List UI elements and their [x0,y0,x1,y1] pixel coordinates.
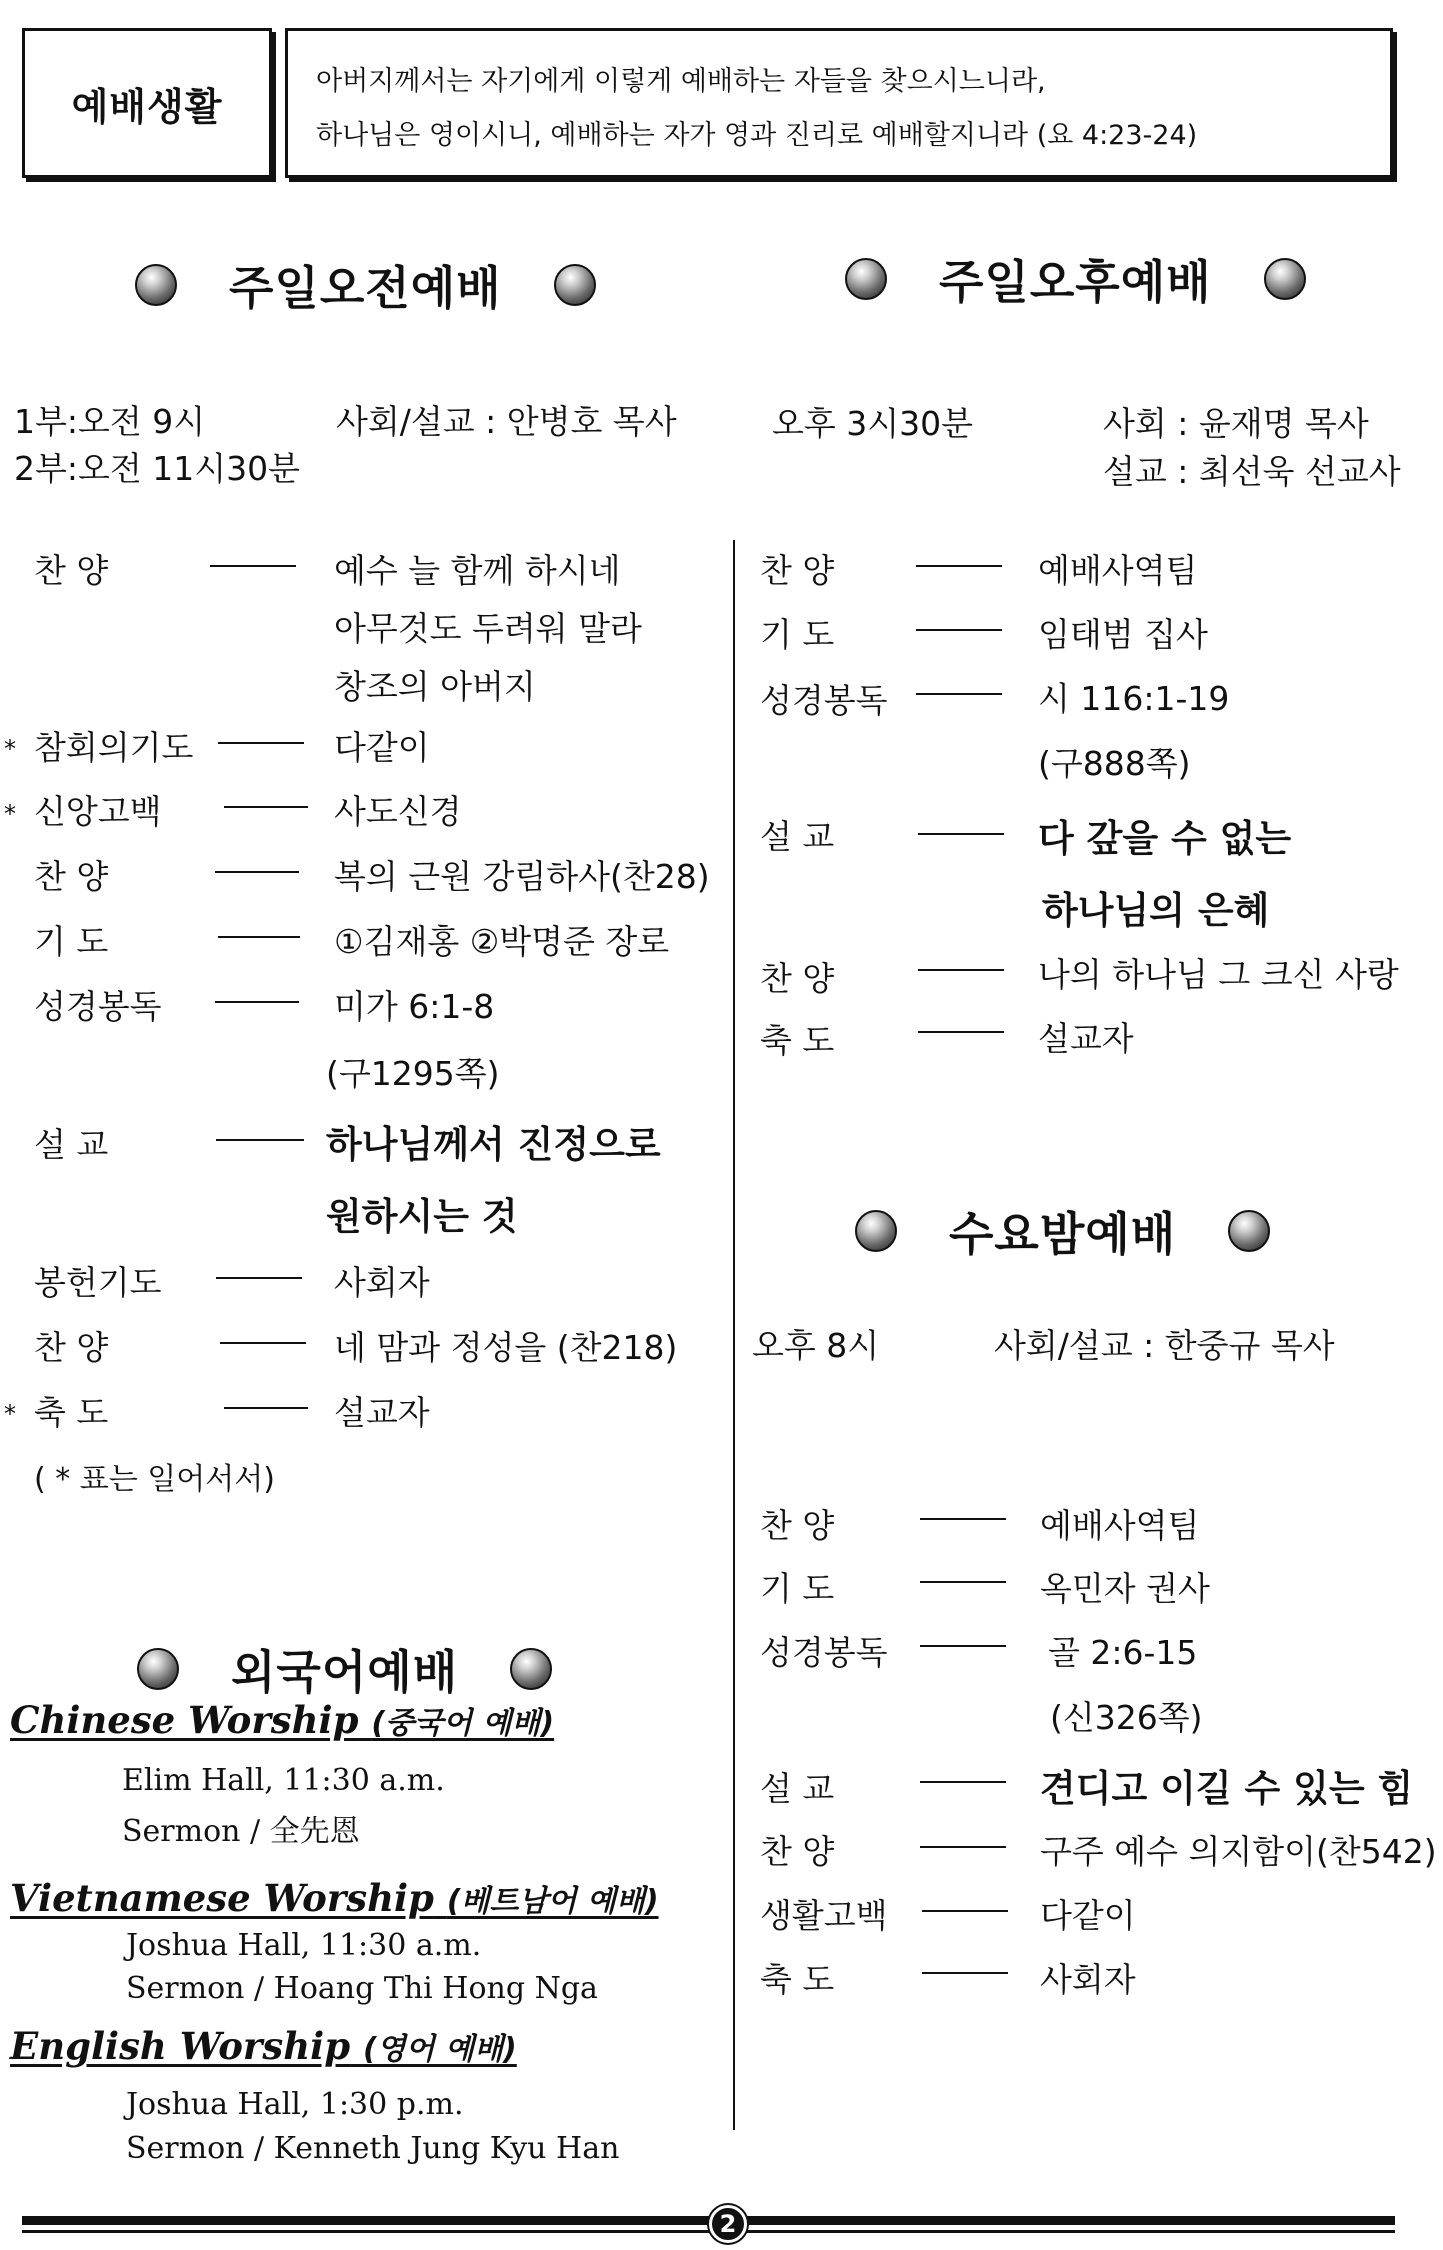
divider [224,806,308,808]
section-afternoon-heading [845,246,1306,312]
divider [916,565,1002,567]
order-value: 나의 하나님 그 크신 사랑 [1038,955,1399,994]
service-name-ko: (영어 예배) [362,2032,517,2067]
order-label: 축 도 [760,1021,835,1060]
sermon-title: 견디고 이길 수 있는 힘 [1040,1767,1414,1810]
divider [920,1645,1006,1647]
divider [216,1139,304,1141]
standing-mark: * [4,735,16,763]
order-label: 찬 양 [34,1328,109,1367]
divider [920,1518,1006,1520]
bullet-ball-icon [137,1648,179,1690]
order-value: ①김재홍 ②박명준 장로 [334,922,670,961]
order-value: 옥민자 권사 [1040,1569,1210,1608]
divider [922,1972,1008,1974]
order-value: 사도신경 [334,792,462,831]
sermon-title: 다 갚을 수 없는 [1038,817,1292,860]
order-label: 기 도 [760,615,835,654]
service-title-english [10,2024,517,2068]
divider [918,833,1004,835]
afternoon-leader-2: 설교 : 최선욱 선교사 [1103,452,1401,491]
section-foreign-heading [137,1636,552,1702]
order-label: 찬 양 [760,1832,835,1871]
order-label: 성경봉독 [34,987,162,1026]
order-value: 설교자 [334,1393,430,1432]
order-value: 복의 근원 강림하사(찬28) [334,857,710,896]
order-value: 구주 예수 의지함이(찬542) [1040,1832,1437,1871]
service-name-en: Vietnamese Worship [10,1876,434,1920]
order-value: 골 2:6-15 [1048,1633,1198,1672]
order-value: (구1295쪽) [326,1054,500,1093]
divider [218,742,304,744]
order-value: 다같이 [1040,1896,1136,1935]
divider [215,1001,299,1003]
order-label: 찬 양 [760,959,835,998]
standing-mark: * [4,800,16,828]
order-label: 생활고백 [760,1896,888,1935]
bullet-ball-icon [554,264,596,306]
section-title: 주일오후예배 [939,255,1212,309]
divider [215,871,299,873]
order-value: 미가 6:1-8 [334,987,495,1026]
divider [224,1407,308,1409]
order-value: 임태범 집사 [1038,615,1208,654]
order-label: 설 교 [760,817,835,856]
order-label: 설 교 [34,1125,109,1164]
service-place: Joshua Hall, 11:30 a.m. [126,1928,482,1963]
page-title: 예배생활 [71,84,223,129]
order-value: (구888쪽) [1038,744,1191,783]
order-label: 찬 양 [760,1506,835,1545]
divider [916,693,1002,695]
order-label: 찬 양 [760,551,835,590]
order-value: 설교자 [1038,1019,1134,1058]
service-title-vietnamese [10,1876,659,1920]
divider [922,1910,1008,1912]
morning-time-1: 1부:오전 9시 [14,402,206,441]
order-label: 기 도 [34,922,109,961]
wednesday-time: 오후 8시 [752,1326,880,1365]
divider [210,565,296,567]
header-title-box [22,28,272,178]
section-title: 수요밤예배 [949,1207,1177,1261]
morning-leader: 사회/설교 : 안병호 목사 [336,402,677,441]
wednesday-leader: 사회/설교 : 한중규 목사 [994,1326,1335,1365]
divider [216,1277,302,1279]
order-label: 성경봉독 [760,1633,888,1672]
bullet-ball-icon [1264,258,1306,300]
order-label: 축 도 [760,1960,835,1999]
divider [220,1342,306,1344]
standing-note: ( * 표는 일어서서) [34,1462,275,1497]
section-title: 외국어예배 [231,1645,459,1699]
bullet-ball-icon [135,264,177,306]
morning-time-2: 2부:오전 11시30분 [14,449,300,488]
service-place: Joshua Hall, 1:30 p.m. [126,2087,464,2122]
order-value: 창조의 아버지 [334,667,536,706]
divider [918,969,1004,971]
order-value: 다같이 [334,728,430,767]
divider [920,1846,1006,1848]
divider [218,936,300,938]
sermon-title: 하나님께서 진정으로 [326,1123,661,1166]
order-label: 봉헌기도 [34,1263,162,1302]
sermon-title: 원하시는 것 [326,1195,518,1238]
page-number: 2 [709,2205,747,2243]
verse-line-2: 하나님은 영이시니, 예배하는 자가 영과 진리로 예배할지니라 (요 4:23-24) [316,120,1198,151]
sermon-title: 하나님의 은혜 [1042,889,1270,932]
order-label: 기 도 [760,1569,835,1608]
service-name-ko: (베트남어 예배) [446,1884,659,1919]
order-label: 참회의기도 [34,728,194,767]
service-name-ko: (중국어 예배) [371,1706,555,1741]
section-title: 주일오전예배 [229,261,502,315]
order-value: 예배사역팀 [1038,551,1198,590]
order-label: 찬 양 [34,857,109,896]
service-name-en: English Worship [10,2024,351,2068]
order-label: 찬 양 [34,551,109,590]
section-morning-heading [135,252,596,318]
divider [920,1581,1006,1583]
order-value: 시 116:1-19 [1038,679,1230,718]
header-verse-box [285,28,1393,178]
verse-line-1: 아버지께서는 자기에게 이렇게 예배하는 자들을 찾으시느니라, [316,66,1046,97]
order-value: 사회자 [1040,1960,1136,1999]
bullet-ball-icon [845,258,887,300]
order-label: 신앙고백 [34,792,162,831]
order-label: 설 교 [760,1769,835,1808]
service-name-en: Chinese Worship [10,1698,359,1742]
service-sermon: Sermon / Hoang Thi Hong Nga [126,1971,598,2006]
bullet-ball-icon [1228,1210,1270,1252]
footer-rule-thin [22,2230,1395,2233]
order-value: 예수 늘 함께 하시네 [334,551,621,590]
afternoon-time: 오후 3시30분 [772,404,973,443]
order-value: 네 맘과 정성을 (찬218) [334,1328,678,1367]
order-value: 아무것도 두려워 말라 [334,609,642,648]
bullet-ball-icon [510,1648,552,1690]
afternoon-leader-1: 사회 : 윤재명 목사 [1103,404,1369,443]
order-label: 성경봉독 [760,681,888,720]
divider [920,1781,1006,1783]
order-value: 예배사역팀 [1040,1506,1200,1545]
service-place: Elim Hall, 11:30 a.m. [122,1763,445,1798]
order-label: 축 도 [34,1393,109,1432]
section-wednesday-heading [855,1198,1270,1264]
bullet-ball-icon [855,1210,897,1252]
order-value: 사회자 [334,1263,430,1302]
order-value: (신326쪽) [1050,1698,1203,1737]
divider [918,1031,1004,1033]
service-title-chinese [10,1698,554,1742]
service-sermon: Sermon / Kenneth Jung Kyu Han [126,2131,620,2166]
divider [916,629,1002,631]
column-divider [733,540,735,2130]
service-sermon: Sermon / 全先恩 [122,1814,360,1849]
standing-mark: * [4,1400,16,1428]
